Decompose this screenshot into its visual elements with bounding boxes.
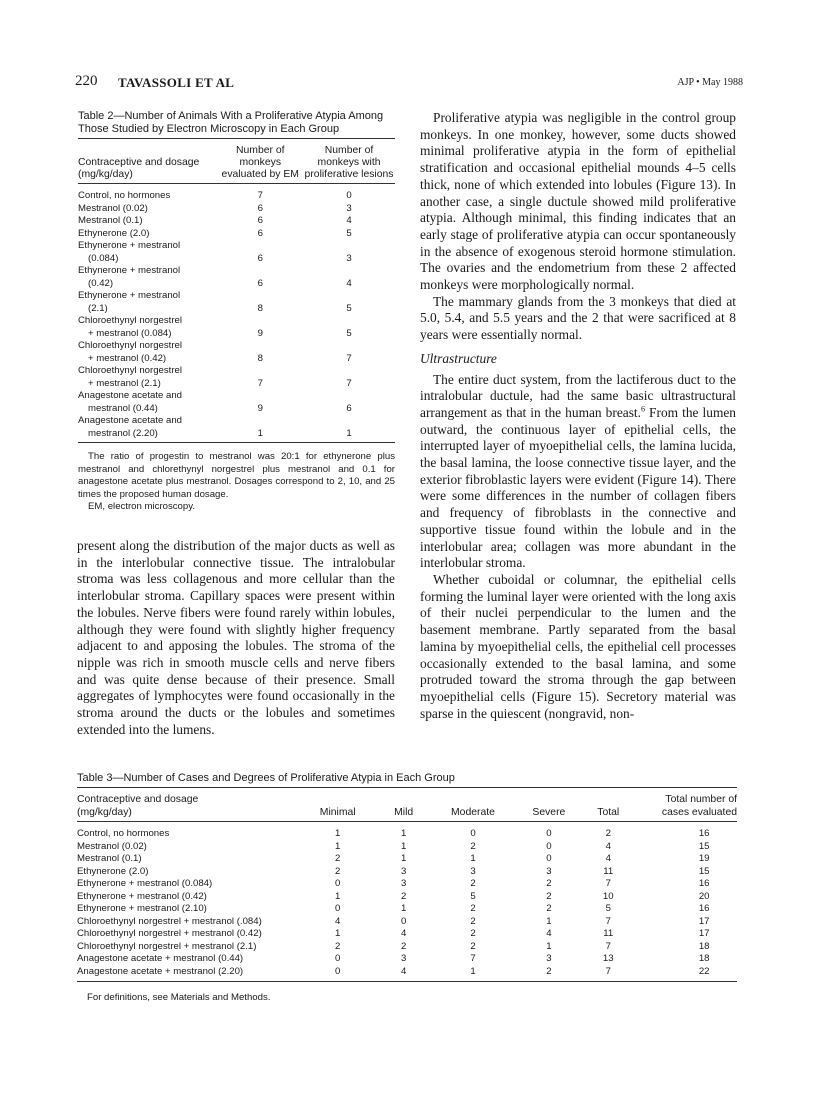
cell-line: Control, no hormones — [78, 190, 171, 201]
cell-evaluated: 6 — [257, 215, 263, 226]
cell-contraceptive — [78, 228, 217, 241]
cell-mild: 1 — [401, 828, 407, 839]
cell-lesions: 5 — [346, 302, 352, 314]
cell-group: Anagestone acetate + mestranol (2.20) — [77, 966, 301, 982]
cell-group: Control, no hormones — [77, 828, 170, 839]
cell-mild: 3 — [401, 865, 407, 877]
table-row — [77, 966, 737, 982]
cell-lesions: 6 — [346, 402, 352, 414]
cell-moderate: 1 — [470, 853, 476, 864]
cell-severe: 0 — [546, 853, 552, 864]
table-3-footnote: For definitions, see Materials and Methods. — [87, 992, 271, 1003]
cell-line: + mestranol (2.1) — [88, 377, 161, 389]
cell-group: Chloroethynyl norgestrel + mestranol (0.42) — [77, 928, 262, 939]
column-header-mild: Mild — [374, 788, 433, 822]
header-line: Total number of — [665, 794, 737, 805]
cell-contraceptive — [78, 340, 217, 365]
section-subheading: Ultrastructure — [420, 350, 497, 366]
cell-line: mestranol (0.44) — [88, 402, 158, 414]
cell-total: 11 — [603, 928, 614, 939]
cell-evaluated: 7 — [257, 190, 263, 201]
cell-severe: 3 — [546, 865, 552, 877]
cell-line: Anagestone acetate and — [78, 415, 183, 426]
table-3-body — [77, 822, 737, 982]
cell-evaluated: 20 — [698, 890, 710, 902]
cell-evaluated: 16 — [698, 878, 710, 889]
cell-evaluated: 9 — [257, 327, 263, 339]
cell-contraceptive — [78, 184, 217, 203]
cell-line: Chloroethynyl norgestrel — [78, 365, 182, 376]
cell-total: 13 — [602, 953, 614, 964]
column-header-contraceptive: Contraceptive and dosage (mg/kg/day) — [78, 139, 217, 184]
table-2-caption: Table 2—Number of Animals With a Proliferative Atypia Among Those Studied by Electron Microscopy in Each Group — [78, 110, 395, 139]
cell-mild: 1 — [401, 840, 407, 852]
cell-lesions: 5 — [346, 227, 352, 239]
cell-total: 11 — [603, 865, 614, 877]
table-row — [77, 841, 737, 854]
cell-line: Ethynerone + mestranol — [78, 240, 181, 251]
body-paragraph: Whether cuboidal or columnar, the epithelial cells forming the luminal layer were oriented with the long axis of their nuclei perpendicular to the lumen and the basement membrane. Partly separated from the basal lamina by myoepithelial cells, the epithelial cell processes occasionally extended to the basal lamina, and some protruded toward the stroma through the gap between myoepithelial cells (Figure 15). Secretory material was sparse in the quiescent (nongravid, non- — [420, 571, 736, 721]
cell-contraceptive — [78, 203, 217, 216]
header-line: Contraceptive and dosage — [77, 794, 199, 805]
cell-group: Anagestone acetate + mestranol (0.44) — [77, 953, 244, 964]
column-header-lesions: Number of monkeys with proliferative lesions — [303, 139, 395, 184]
cell-severe: 2 — [546, 878, 552, 889]
cell-moderate: 2 — [470, 928, 476, 939]
table-row — [78, 228, 395, 241]
paragraph-text: The entire duct system, from the lactiferous duct to the intralobular ductule, had the same basic ultrastructural arrangement as that in the human breast. — [420, 371, 736, 420]
cell-total: 7 — [605, 940, 611, 952]
cell-minimal: 2 — [335, 940, 341, 952]
cell-severe: 2 — [546, 903, 552, 914]
cell-contraceptive — [78, 365, 217, 390]
cell-minimal: 0 — [335, 953, 341, 964]
cell-evaluated: 15 — [698, 865, 710, 877]
cell-evaluated: 19 — [698, 853, 710, 864]
header-line: (mg/kg/day) — [77, 807, 132, 818]
cell-mild: 1 — [401, 903, 407, 914]
cell-mild: 3 — [401, 953, 407, 964]
cell-mild: 3 — [401, 878, 407, 889]
table-row — [77, 866, 737, 879]
cell-group: Mestranol (0.02) — [77, 840, 147, 852]
page-number: 220 — [75, 73, 98, 89]
cell-total: 2 — [605, 828, 611, 839]
paragraph-text: From the lumen outward, the continuous layer of epithelial cells, the interrupted layer of myoepithelial cells, the lamina lucida, the basal lamina, the loose connective tissue layer, and the exterior fibroblastic layers were evident (Figure 14). There were some differences in the number of collagen fibers and frequency of fibroblasts in the connective and supportive tissue found within the lobule and in the interlobular area; collagen was more abundant in the interlobular stroma. — [420, 404, 736, 571]
cell-group: Ethynerone + mestranol (0.084) — [77, 878, 213, 889]
cell-mild: 4 — [374, 966, 433, 982]
right-text-column — [420, 110, 736, 722]
column-header-moderate: Moderate — [433, 788, 512, 822]
cell-lesions: 7 — [346, 377, 352, 389]
cell-evaluated: 17 — [698, 928, 710, 939]
cell-mild: 2 — [401, 940, 407, 952]
cell-moderate: 0 — [470, 828, 476, 839]
cell-severe: 2 — [546, 890, 552, 902]
cell-line: (0.084) — [88, 252, 119, 264]
cell-mild: 2 — [401, 890, 407, 902]
cell-contraceptive — [78, 290, 217, 315]
cell-severe: 0 — [546, 828, 552, 839]
table-row — [78, 215, 395, 228]
table-header-row — [78, 139, 395, 184]
cell-evaluated: 6 — [257, 202, 263, 214]
cell-moderate: 7 — [470, 953, 476, 964]
cell-total: 5 — [605, 903, 611, 914]
table-row — [77, 822, 737, 841]
cell-severe: 3 — [546, 953, 552, 964]
cell-severe: 1 — [546, 940, 552, 952]
column-header-severe: Severe — [513, 788, 586, 822]
cell-line: mestranol (2.20) — [88, 427, 158, 439]
cell-minimal: 1 — [335, 828, 341, 839]
cell-line: (0.42) — [88, 277, 114, 289]
cell-line: Anagestone acetate and — [78, 390, 183, 401]
table-row — [77, 891, 737, 904]
cell-mild: 0 — [401, 915, 407, 927]
body-paragraph — [420, 372, 736, 572]
table-2 — [78, 110, 395, 514]
cell-contraceptive — [78, 390, 217, 415]
journal-citation: AJP • May 1988 — [677, 77, 743, 88]
table-row — [78, 265, 395, 290]
cell-minimal: 1 — [335, 890, 341, 902]
cell-lesions: 4 — [346, 277, 352, 289]
table-2-grid — [78, 139, 395, 443]
table-2-footnote: EM, electron microscopy. — [88, 501, 195, 512]
cell-total: 4 — [605, 853, 611, 864]
table-row — [77, 953, 737, 966]
cell-severe: 4 — [546, 928, 552, 939]
cell-moderate: 2 — [470, 915, 476, 927]
body-paragraph: Proliferative atypia was negligible in the control group monkeys. In one monkey, however, some ducts showed minimal proliferative atypia in the form of epithelial stratification and occasional epithelial mounds 4–5 cells thick, none of which extended into lobules (Figure 13). In another case, a single ductule showed mild proliferative atypia. Although minimal, this finding indicates that an early stage of proliferative atypia can occur spontaneously in the absence of exogenous steroid hormone stimulation. The ovaries and the endometrium from these 2 affected monkeys were morphologically normal. — [420, 110, 736, 293]
table-3-caption: Table 3—Number of Cases and Degrees of Proliferative Atypia in Each Group — [77, 772, 737, 788]
cell-evaluated: 1 — [217, 415, 303, 443]
cell-line: + mestranol (0.42) — [88, 352, 167, 364]
body-paragraph: present along the distribution of the major ducts as well as in the interlobular connective tissue. The intralobular stroma was less collagenous and more cellular than the interlobular stroma. Capillary spaces were present within the lobules. Nerve fibers were found rarely within lobules, although they were found with slightly higher frequency adjacent to and apposing the lobules. The stroma of the nipple was rich in smooth muscle cells and nerve fibers and was quite dense because of their presence. Small aggregates of lymphocytes were found occasionally in the stroma around the ducts or the lobules and sometimes extended into the lumens. — [77, 538, 395, 737]
cell-minimal: 0 — [335, 903, 341, 914]
cell-line: (2.1) — [88, 302, 108, 314]
cell-contraceptive — [78, 265, 217, 290]
cell-moderate: 2 — [470, 840, 476, 852]
cell-severe: 1 — [546, 915, 552, 927]
body-paragraph: The mammary glands from the 3 monkeys that died at 5.0, 5.4, and 5.5 years and the 2 that were sacrificed at 8 years were essentially normal. — [420, 293, 736, 343]
cell-lesions: 1 — [303, 415, 395, 443]
column-header-minimal: Minimal — [301, 788, 374, 822]
column-header-evaluated: Number of monkeys evaluated by EM — [217, 139, 303, 184]
cell-evaluated: 22 — [631, 966, 737, 982]
cell-line: Chloroethynyl norgestrel — [78, 340, 182, 351]
table-header-row — [77, 788, 737, 822]
column-header-cases-evaluated — [631, 788, 737, 822]
cell-group: Chloroethynyl norgestrel + mestranol (2.1) — [77, 940, 257, 952]
table-row — [78, 240, 395, 265]
cell-evaluated: 6 — [257, 277, 263, 289]
cell-line: Ethynerone (2.0) — [78, 227, 150, 239]
cell-minimal: 2 — [335, 853, 341, 864]
table-row — [77, 916, 737, 929]
table-row — [78, 415, 395, 443]
column-header-contraceptive — [77, 788, 301, 822]
cell-line: Ethynerone + mestranol — [78, 265, 181, 276]
cell-mild: 1 — [401, 853, 407, 864]
table-row — [77, 853, 737, 866]
cell-evaluated: 7 — [257, 377, 263, 389]
table-2-footnotes — [78, 451, 395, 514]
cell-contraceptive — [78, 315, 217, 340]
cell-line: + mestranol (0.084) — [88, 327, 172, 339]
cell-lesions: 3 — [346, 202, 352, 214]
cell-evaluated: 6 — [257, 227, 263, 239]
reference-superscript[interactable]: 6 — [641, 404, 645, 414]
table-row — [78, 390, 395, 415]
cell-group: Mestranol (0.1) — [77, 853, 142, 864]
cell-minimal: 2 — [335, 865, 341, 877]
cell-minimal: 1 — [335, 928, 341, 939]
cell-group: Ethynerone + mestranol (2.10) — [77, 903, 207, 914]
cell-lesions: 5 — [346, 327, 352, 339]
cell-evaluated: 15 — [698, 840, 710, 852]
cell-line: Mestranol (0.02) — [78, 202, 148, 214]
cell-total: 10 — [602, 890, 614, 902]
table-row — [78, 315, 395, 340]
table-row — [78, 365, 395, 390]
left-text-column — [77, 538, 395, 738]
cell-moderate: 2 — [470, 903, 476, 914]
cell-moderate: 5 — [470, 890, 476, 902]
cell-total: 7 — [605, 915, 611, 927]
cell-evaluated: 17 — [698, 915, 710, 927]
cell-evaluated: 6 — [257, 252, 263, 264]
cell-total: 7 — [585, 966, 631, 982]
cell-contraceptive — [78, 215, 217, 228]
cell-group: Ethynerone (2.0) — [77, 865, 149, 877]
cell-lesions: 7 — [346, 352, 352, 364]
cell-evaluated: 8 — [257, 352, 263, 364]
table-3 — [77, 772, 737, 1003]
table-row — [77, 941, 737, 954]
running-head — [75, 73, 743, 93]
cell-minimal: 1 — [335, 840, 341, 852]
cell-moderate: 1 — [433, 966, 512, 982]
cell-evaluated: 8 — [257, 302, 263, 314]
table-3-grid — [77, 788, 737, 982]
cell-evaluated: 9 — [257, 402, 263, 414]
cell-severe: 2 — [513, 966, 586, 982]
column-header-total: Total — [585, 788, 631, 822]
table-row — [77, 878, 737, 891]
cell-minimal: 0 — [335, 878, 341, 889]
table-row — [78, 340, 395, 365]
cell-group: Ethynerone + mestranol (0.42) — [77, 890, 207, 902]
running-head-authors: TAVASSOLI ET AL — [118, 75, 235, 90]
table-row — [78, 203, 395, 216]
cell-moderate: 2 — [470, 878, 476, 889]
cell-evaluated: 18 — [698, 953, 710, 964]
cell-minimal: 4 — [335, 915, 341, 927]
cell-total: 7 — [605, 878, 611, 889]
cell-line: Mestranol (0.1) — [78, 215, 143, 226]
cell-evaluated: 18 — [698, 940, 710, 952]
table-2-footnote: The ratio of progestin to mestranol was 20:1 for ethynerone plus mestranol and chlorethynyl norgestrel plus mestranol and 0.1 for anagestone acetate plus mestranol. Dosages correspond to 2, 10, and 25 times the proposed human dosage. — [78, 451, 395, 500]
cell-lesions: 0 — [346, 190, 352, 201]
cell-line: Chloroethynyl norgestrel — [78, 315, 182, 326]
table-row — [77, 928, 737, 941]
cell-moderate: 3 — [470, 865, 476, 877]
cell-mild: 4 — [401, 928, 407, 939]
cell-lesions: 3 — [346, 252, 352, 264]
table-row — [78, 184, 395, 203]
cell-lesions: 4 — [346, 215, 352, 226]
cell-evaluated: 16 — [698, 828, 710, 839]
table-row — [78, 290, 395, 315]
cell-total: 4 — [605, 840, 611, 852]
header-line: cases evaluated — [661, 807, 737, 818]
cell-evaluated: 16 — [698, 903, 710, 914]
cell-contraceptive — [78, 240, 217, 265]
table-row — [77, 903, 737, 916]
table-2-body — [78, 184, 395, 443]
cell-severe: 0 — [546, 840, 552, 852]
cell-moderate: 2 — [470, 940, 476, 952]
cell-contraceptive — [78, 415, 217, 443]
cell-minimal: 0 — [301, 966, 374, 982]
cell-group: Chloroethynyl norgestrel + mestranol (.084) — [77, 915, 262, 927]
cell-line: Ethynerone + mestranol — [78, 290, 181, 301]
